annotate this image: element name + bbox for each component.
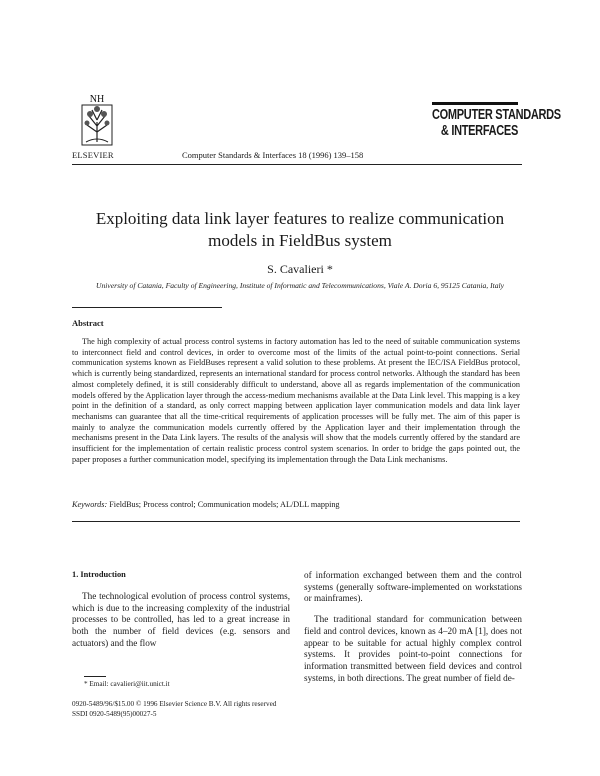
brand-line-1: COMPUTER STANDARDS xyxy=(432,107,561,124)
keywords xyxy=(72,500,520,509)
keywords-label: Keywords: xyxy=(72,500,108,509)
brand-line-2: & INTERFACES xyxy=(440,123,518,140)
column-right xyxy=(304,570,522,684)
journal-brand xyxy=(432,102,561,140)
intro-paragraph-1-cont: of information exchanged between them and the control systems (generally software-implemented on workstations or mainframes). xyxy=(304,570,522,604)
abstract-heading: Abstract xyxy=(72,318,104,328)
intro-paragraph-2: The traditional standard for communication between field and control devices, known as 4–20 mA [1], does not appear to be suitable for actual highly complex control systems. It provides point-to-point connections for information transmitted between field devices and control systems, in both directions. The great number of field de- xyxy=(304,614,522,683)
publisher-logo xyxy=(80,92,114,148)
column-left xyxy=(72,570,290,650)
keywords-text: FieldBus; Process control; Communication models; AL/DLL mapping xyxy=(109,500,340,509)
footnote: * Email: cavalieri@iit.unict.it xyxy=(84,680,170,688)
copyright-line: 0920-5489/96/$15.00 © 1996 Elsevier Science B.V. All rights reserved xyxy=(72,700,277,708)
title-line-1: Exploiting data link layer features to realize communication xyxy=(95,209,505,228)
affiliation: University of Catania, Faculty of Engineering, Institute of Informatic and Telecommunications, Viale A. Doria 6, 95125 Catania, Italy xyxy=(96,281,504,290)
logo-text: NH xyxy=(89,94,105,105)
header-rule xyxy=(72,164,522,165)
abstract-rule xyxy=(72,307,222,308)
ssdi-line: SSDI 0920-5489(95)00027-5 xyxy=(72,709,157,718)
section-heading: 1. Introduction xyxy=(72,570,126,579)
elsevier-tree-icon xyxy=(80,92,114,148)
journal-citation: Computer Standards & Interfaces 18 (1996) 139–158 xyxy=(182,150,364,160)
title-line-2: models in FieldBus system xyxy=(208,231,392,250)
keywords-rule xyxy=(72,521,520,522)
brand-bar xyxy=(432,102,518,105)
copyright-block xyxy=(72,700,276,719)
author: S. Cavalieri * xyxy=(267,262,333,276)
article-title xyxy=(60,208,540,252)
intro-paragraph-1: The technological evolution of process control systems, which is due to the increasing complexity of the industrial processes to be controlled, has led to a great increase in both the number of field devices (e.g. sensors and actuators) and the flow xyxy=(72,591,290,648)
publisher-name: ELSEVIER xyxy=(72,150,114,160)
abstract-text: The high complexity of actual process control systems in factory automation has led to the need of suitable communication systems to interconnect field and control devices, in order to overcome most of the limits of the actual point-to-point connections. Serial communication systems known as FieldBuses represent a valid solution to these problems. At present the IEC/ISA FieldBus protocol, which is currently being standardized, represents an international standard for process control networks. Although the standard has been almost completely defined, it is still considerably difficult to understand, above all as regards implementation of the communication models offered by the Application layer through the access-medium mechanisms available at the Data Link level. This mapping is a key point in the definition of a standard, as only correct mapping between application layer communication models and data link layer mechanisms can guarantee that all the time-critical requirements of application processes will be fully met. The aim of this paper is mainly to analyze the communication models currently offered by the Application layer and their implementation through the mechanisms present in the Data Link layers. The results of the analysis will show that the models currently offered by the standard are insufficient for the implementation of certain realistic process control system scenarios. In order to bridge the gaps pointed out, the paper proposes a further communication model, specifying its implementation through the Data Link mechanisms. xyxy=(72,337,520,464)
footnote-rule xyxy=(84,676,106,677)
